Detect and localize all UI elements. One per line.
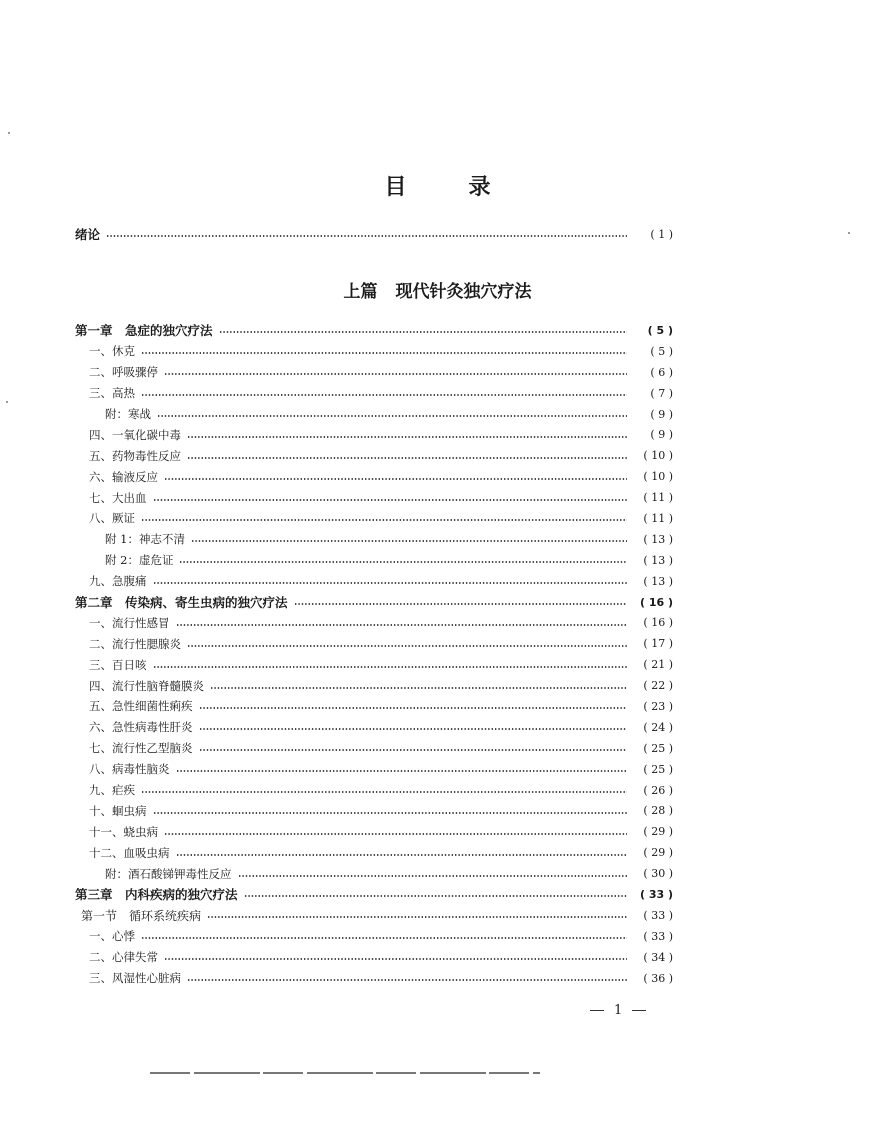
toc-entry-page: ( 5 ) bbox=[650, 344, 673, 358]
toc-entry-page: ( 6 ) bbox=[650, 365, 673, 379]
toc-entry-page: ( 13 ) bbox=[643, 553, 673, 567]
dot-leader bbox=[164, 373, 627, 375]
scan-speck bbox=[6, 401, 8, 403]
toc-entry-page: ( 16 ) bbox=[643, 616, 673, 630]
toc-entry-page: ( 33 ) bbox=[643, 908, 673, 922]
toc-entry[interactable] bbox=[75, 383, 673, 404]
toc-entry[interactable] bbox=[75, 404, 673, 425]
dot-leader bbox=[141, 394, 627, 396]
toc-entry[interactable] bbox=[75, 550, 673, 571]
toc-entry[interactable] bbox=[75, 487, 673, 508]
toc-entry[interactable] bbox=[75, 863, 673, 884]
toc-entry-label: 七、大出血 bbox=[89, 490, 147, 505]
toc-entry[interactable] bbox=[75, 842, 673, 863]
toc-entry-label: 六、急性病毒性肝炎 bbox=[89, 720, 193, 735]
toc-entry[interactable] bbox=[75, 696, 673, 717]
dot-leader bbox=[153, 666, 628, 668]
toc-entry-page: ( 26 ) bbox=[643, 783, 673, 797]
toc-entry-label: 四、一氧化碳中毒 bbox=[89, 427, 181, 442]
toc-entry[interactable] bbox=[75, 529, 673, 550]
toc-entry-page: ( 21 ) bbox=[643, 658, 673, 672]
toc-entry-label: 五、急性细菌性痢疾 bbox=[89, 699, 193, 714]
toc-entry-page: ( 5 ) bbox=[647, 323, 673, 337]
dot-leader bbox=[164, 478, 627, 480]
toc-entry-page: ( 29 ) bbox=[643, 825, 673, 839]
toc-entry-label: 八、病毒性脑炎 bbox=[89, 762, 170, 777]
toc-entry-page: ( 28 ) bbox=[643, 804, 673, 818]
toc-title bbox=[0, 170, 875, 201]
toc-entry-label: 九、急腹痛 bbox=[89, 574, 147, 589]
toc-entry-intro[interactable] bbox=[75, 225, 673, 243]
toc-entry[interactable] bbox=[75, 362, 673, 383]
dot-leader bbox=[199, 707, 628, 709]
toc-entry-page: ( 16 ) bbox=[639, 595, 673, 609]
toc-entry-label: 六、输液反应 bbox=[89, 469, 158, 484]
toc-entry[interactable] bbox=[75, 968, 673, 989]
toc-entry[interactable] bbox=[75, 947, 673, 968]
toc-entry-page: ( 29 ) bbox=[643, 846, 673, 860]
toc-entry[interactable] bbox=[75, 612, 673, 633]
toc-entry-page: ( 36 ) bbox=[643, 971, 673, 985]
toc-entry-page: ( 22 ) bbox=[643, 679, 673, 693]
dot-leader bbox=[207, 916, 627, 918]
dot-leader bbox=[164, 958, 627, 960]
toc-entry-page: ( 9 ) bbox=[650, 407, 673, 421]
toc-entry-label: 附 1：神志不清 bbox=[105, 532, 185, 547]
toc-entry-label: 十、蛔虫病 bbox=[89, 803, 147, 818]
toc-entry[interactable] bbox=[75, 780, 673, 801]
toc-chapter-entry[interactable] bbox=[75, 320, 673, 341]
toc-entry-page: ( 30 ) bbox=[643, 867, 673, 881]
toc-entry-label: 二、心律失常 bbox=[89, 950, 158, 965]
dot-leader bbox=[179, 561, 627, 563]
toc-entry-page: ( 11 ) bbox=[643, 491, 673, 505]
toc-entry-page: ( 11 ) bbox=[643, 511, 673, 525]
toc-chapter-entry[interactable] bbox=[75, 592, 673, 613]
dash-right bbox=[632, 1010, 646, 1012]
dot-leader bbox=[106, 235, 627, 237]
dot-leader bbox=[187, 436, 627, 438]
dot-leader bbox=[199, 749, 628, 751]
toc-entry-label: 第一节 循环系统疾病 bbox=[81, 908, 202, 923]
toc-entry[interactable] bbox=[75, 571, 673, 592]
toc-entry-page: ( 25 ) bbox=[643, 741, 673, 755]
toc-entry-label: 一、休克 bbox=[89, 344, 135, 359]
dot-leader bbox=[187, 457, 627, 459]
toc-entry-label: 附：寒战 bbox=[105, 407, 151, 421]
toc-entry[interactable] bbox=[75, 508, 673, 529]
toc-entry-label: 十一、蛲虫病 bbox=[89, 824, 158, 839]
toc-entry-label: 十二、血吸虫病 bbox=[89, 845, 170, 860]
dot-leader bbox=[219, 331, 627, 333]
dot-leader bbox=[191, 540, 627, 542]
toc-entry-label: 一、流行性感冒 bbox=[89, 615, 170, 630]
toc-entry-page: ( 10 ) bbox=[643, 449, 673, 463]
toc-chapter-entry[interactable] bbox=[75, 884, 673, 905]
dot-leader bbox=[153, 582, 628, 584]
toc-entry-page: ( 7 ) bbox=[650, 386, 673, 400]
page-number bbox=[590, 1003, 646, 1018]
toc-entry-label: 三、百日咳 bbox=[89, 657, 147, 672]
toc-entry[interactable] bbox=[75, 717, 673, 738]
dot-leader bbox=[157, 415, 627, 417]
toc-entry-label: 第二章 传染病、寄生虫病的独穴疗法 bbox=[75, 595, 288, 611]
dot-leader bbox=[153, 499, 628, 501]
toc-entry-page: ( 23 ) bbox=[643, 699, 673, 713]
dot-leader bbox=[176, 770, 628, 772]
toc-entry-label: 绪论 bbox=[75, 227, 101, 242]
dot-leader bbox=[141, 519, 627, 521]
toc-entry-label: 五、药物毒性反应 bbox=[89, 448, 181, 463]
toc-entry[interactable] bbox=[75, 633, 673, 654]
toc-entry[interactable] bbox=[75, 675, 673, 696]
dot-leader bbox=[141, 791, 627, 793]
toc-entry[interactable] bbox=[75, 654, 673, 675]
dot-leader bbox=[244, 895, 627, 897]
toc-entry[interactable] bbox=[75, 424, 673, 445]
toc-entry-label: 九、疟疾 bbox=[89, 783, 135, 798]
toc-entry-page: ( 13 ) bbox=[643, 532, 673, 546]
toc-entry[interactable] bbox=[75, 341, 673, 362]
page-number-value: 1 bbox=[614, 1003, 623, 1018]
table-of-contents bbox=[75, 320, 673, 989]
dot-leader bbox=[141, 352, 627, 354]
dot-leader bbox=[199, 728, 628, 730]
toc-entry-label: 附 2：虚危证 bbox=[105, 553, 174, 568]
toc-entry-page: ( 1 ) bbox=[650, 227, 673, 241]
toc-entry-page: ( 33 ) bbox=[639, 887, 673, 901]
scan-speck bbox=[848, 232, 850, 234]
toc-entry-label: 三、高热 bbox=[89, 386, 135, 401]
dot-leader bbox=[141, 937, 627, 939]
dot-leader bbox=[164, 833, 627, 835]
dot-leader bbox=[187, 979, 627, 981]
dot-leader bbox=[238, 875, 628, 877]
toc-entry[interactable] bbox=[75, 926, 673, 947]
toc-entry-page: ( 13 ) bbox=[643, 574, 673, 588]
toc-entry[interactable] bbox=[75, 759, 673, 780]
dot-leader bbox=[294, 603, 627, 605]
toc-entry-page: ( 10 ) bbox=[643, 470, 673, 484]
dash-left bbox=[590, 1010, 604, 1012]
toc-entry-page: ( 25 ) bbox=[643, 762, 673, 776]
part-label: 上篇 bbox=[343, 282, 378, 302]
toc-entry[interactable] bbox=[75, 738, 673, 759]
toc-entry-label: 四、流行性脑脊髓膜炎 bbox=[89, 678, 204, 693]
toc-entry-page: ( 9 ) bbox=[650, 428, 673, 442]
toc-entry-label: 七、流行性乙型脑炎 bbox=[89, 741, 193, 756]
dot-leader bbox=[210, 687, 627, 689]
dot-leader bbox=[153, 812, 628, 814]
toc-entry-page: ( 24 ) bbox=[643, 720, 673, 734]
scan-artifact-line bbox=[150, 1072, 540, 1074]
toc-entry-page: ( 34 ) bbox=[643, 950, 673, 964]
part-title bbox=[0, 277, 875, 302]
toc-entry-label: 一、心悸 bbox=[89, 929, 135, 944]
toc-entry-label: 第一章 急症的独穴疗法 bbox=[75, 323, 213, 339]
toc-entry[interactable] bbox=[75, 466, 673, 487]
toc-entry-label: 三、风湿性心脏病 bbox=[89, 971, 181, 986]
toc-entry-label: 二、呼吸骤停 bbox=[89, 365, 158, 380]
toc-entry-label: 二、流行性腮腺炎 bbox=[89, 636, 181, 651]
toc-entry-page: ( 17 ) bbox=[643, 637, 673, 651]
toc-entry-label: 第三章 内科疾病的独穴疗法 bbox=[75, 887, 238, 903]
toc-entry-label: 八、厥证 bbox=[89, 511, 135, 526]
toc-entry-page: ( 33 ) bbox=[643, 929, 673, 943]
scan-speck bbox=[8, 132, 10, 134]
toc-entry[interactable] bbox=[75, 821, 673, 842]
toc-section-entry[interactable] bbox=[75, 905, 673, 926]
part-name: 现代针灸独穴疗法 bbox=[395, 282, 532, 302]
dot-leader bbox=[187, 645, 627, 647]
toc-entry[interactable] bbox=[75, 800, 673, 821]
dot-leader bbox=[176, 854, 628, 856]
dot-leader bbox=[176, 624, 628, 626]
toc-entry-label: 附：酒石酸锑钾毒性反应 bbox=[105, 866, 232, 881]
toc-entry[interactable] bbox=[75, 445, 673, 466]
toc-title-char-1: 目 bbox=[384, 175, 407, 200]
toc-title-char-2: 录 bbox=[468, 175, 491, 200]
